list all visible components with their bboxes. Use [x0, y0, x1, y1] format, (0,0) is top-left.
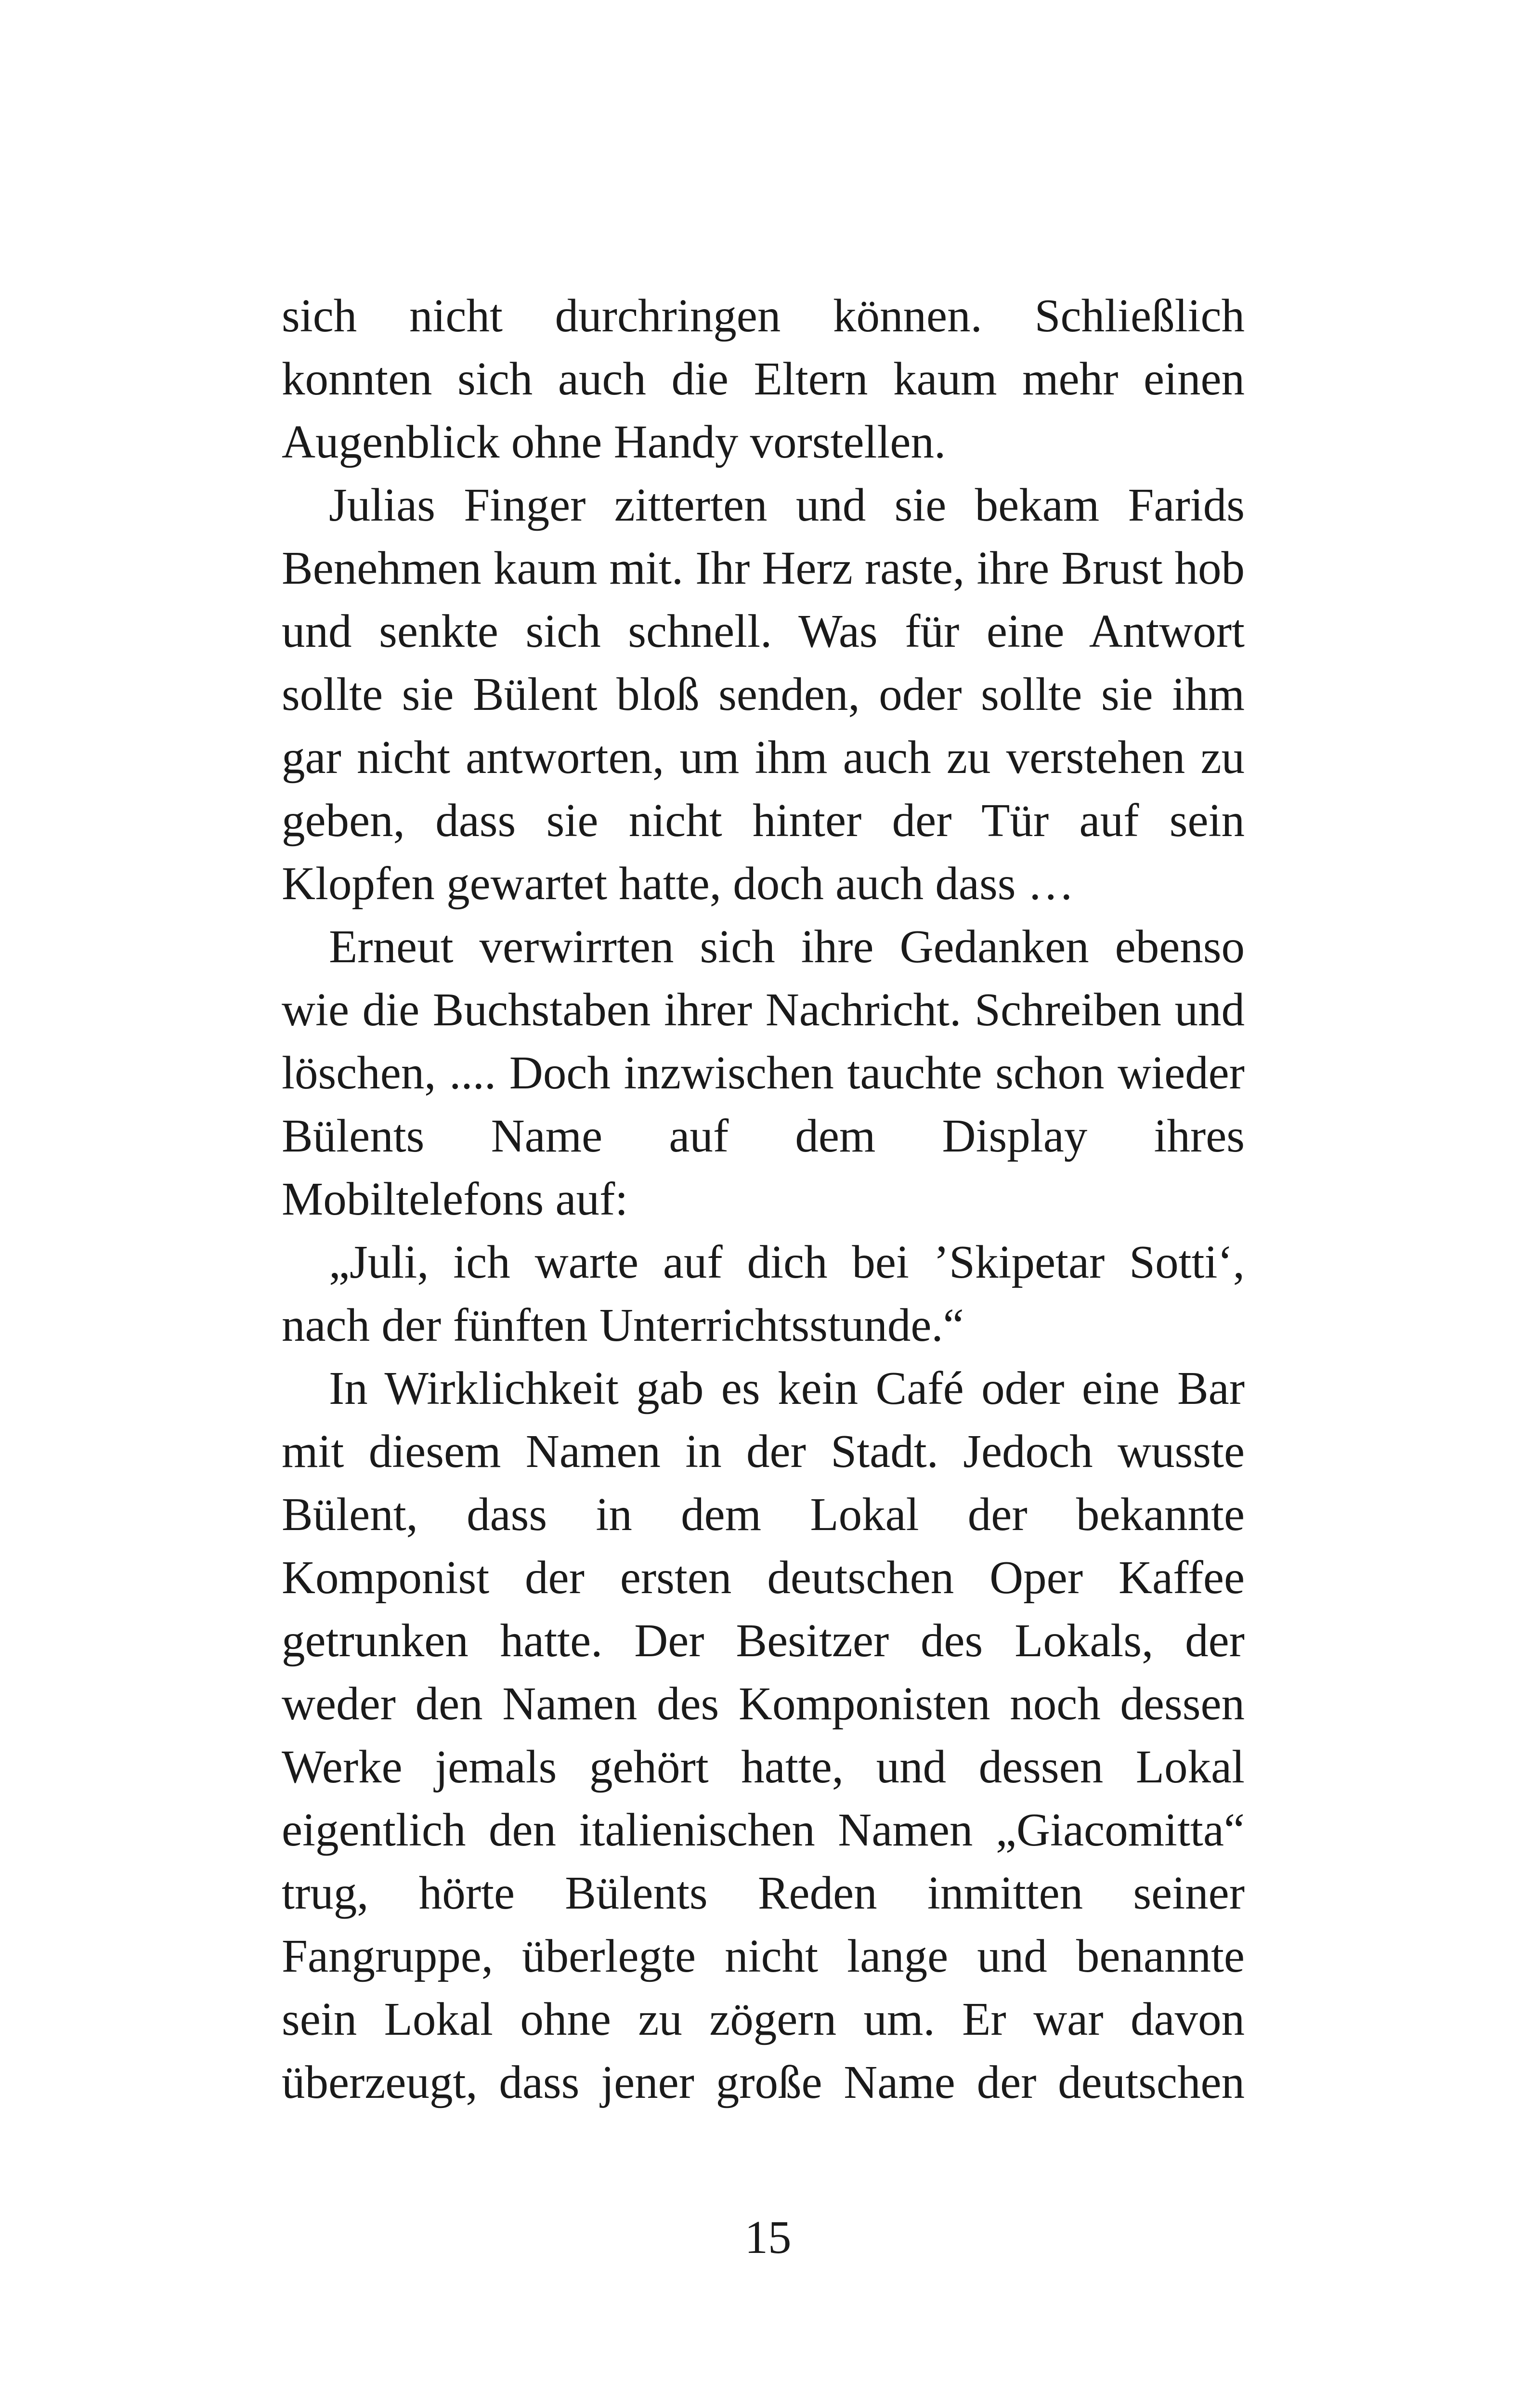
- text-line: Komponist der ersten deutschen Oper Kaffee: [282, 1552, 1245, 1603]
- text-line: nach der fünften Unterrichtsstunde.“: [282, 1299, 964, 1351]
- text-line: und senkte sich schnell. Was für eine Antwort: [282, 605, 1245, 657]
- text-line: Augenblick ohne Handy vorstellen.: [282, 416, 946, 468]
- text-line: Benehmen kaum mit. Ihr Herz raste, ihre Brust hob: [282, 542, 1245, 594]
- text-line: mit diesem Namen in der Stadt. Jedoch wusste: [282, 1426, 1245, 1477]
- body-text: [282, 284, 1245, 2114]
- text-line: überzeugt, dass jener große Name der deutschen: [282, 2056, 1245, 2108]
- text-line: trug, hörte Bülents Reden inmitten seiner: [282, 1867, 1245, 1919]
- text-line: Julias Finger zitterten und sie bekam Farids: [329, 479, 1245, 531]
- text-line: sollte sie Bülent bloß senden, oder sollte sie ihm: [282, 668, 1245, 720]
- text-line: Werke jemals gehört hatte, und dessen Lokal: [282, 1741, 1245, 1793]
- text-line: löschen, .... Doch inzwischen tauchte schon wieder: [282, 1047, 1245, 1099]
- text-line: getrunken hatte. Der Besitzer des Lokals, der: [282, 1615, 1245, 1666]
- text-line: Fangruppe, überlegte nicht lange und benannte: [282, 1930, 1245, 1982]
- text-line: In Wirklichkeit gab es kein Café oder eine Bar: [329, 1362, 1245, 1414]
- text-line: gar nicht antworten, um ihm auch zu verstehen zu: [282, 732, 1245, 783]
- text-line: Klopfen gewartet hatte, doch auch dass …: [282, 858, 1074, 909]
- text-line: konnten sich auch die Eltern kaum mehr einen: [282, 353, 1245, 405]
- text-line: sich nicht durchringen können. Schließlich: [282, 290, 1245, 341]
- text-line: weder den Namen des Komponisten noch dessen: [282, 1678, 1245, 1729]
- text-line: geben, dass sie nicht hinter der Tür auf sein: [282, 795, 1245, 846]
- text-line: Erneut verwirrten sich ihre Gedanken ebenso: [329, 921, 1245, 972]
- text-line: wie die Buchstaben ihrer Nachricht. Schreiben und: [282, 984, 1245, 1035]
- text-line: Bülent, dass in dem Lokal der bekannte: [282, 1489, 1245, 1540]
- text-line: Mobiltelefons auf:: [282, 1173, 628, 1225]
- text-line: Bülents Name auf dem Display ihres: [282, 1110, 1245, 1162]
- text-line: „Juli, ich warte auf dich bei ’Skipetar Sotti‘,: [329, 1236, 1245, 1288]
- page-number: 15: [744, 2212, 792, 2263]
- text-line: sein Lokal ohne zu zögern um. Er war davon: [282, 1993, 1245, 2045]
- text-line: eigentlich den italienischen Namen „Giacomitta“: [282, 1804, 1245, 1856]
